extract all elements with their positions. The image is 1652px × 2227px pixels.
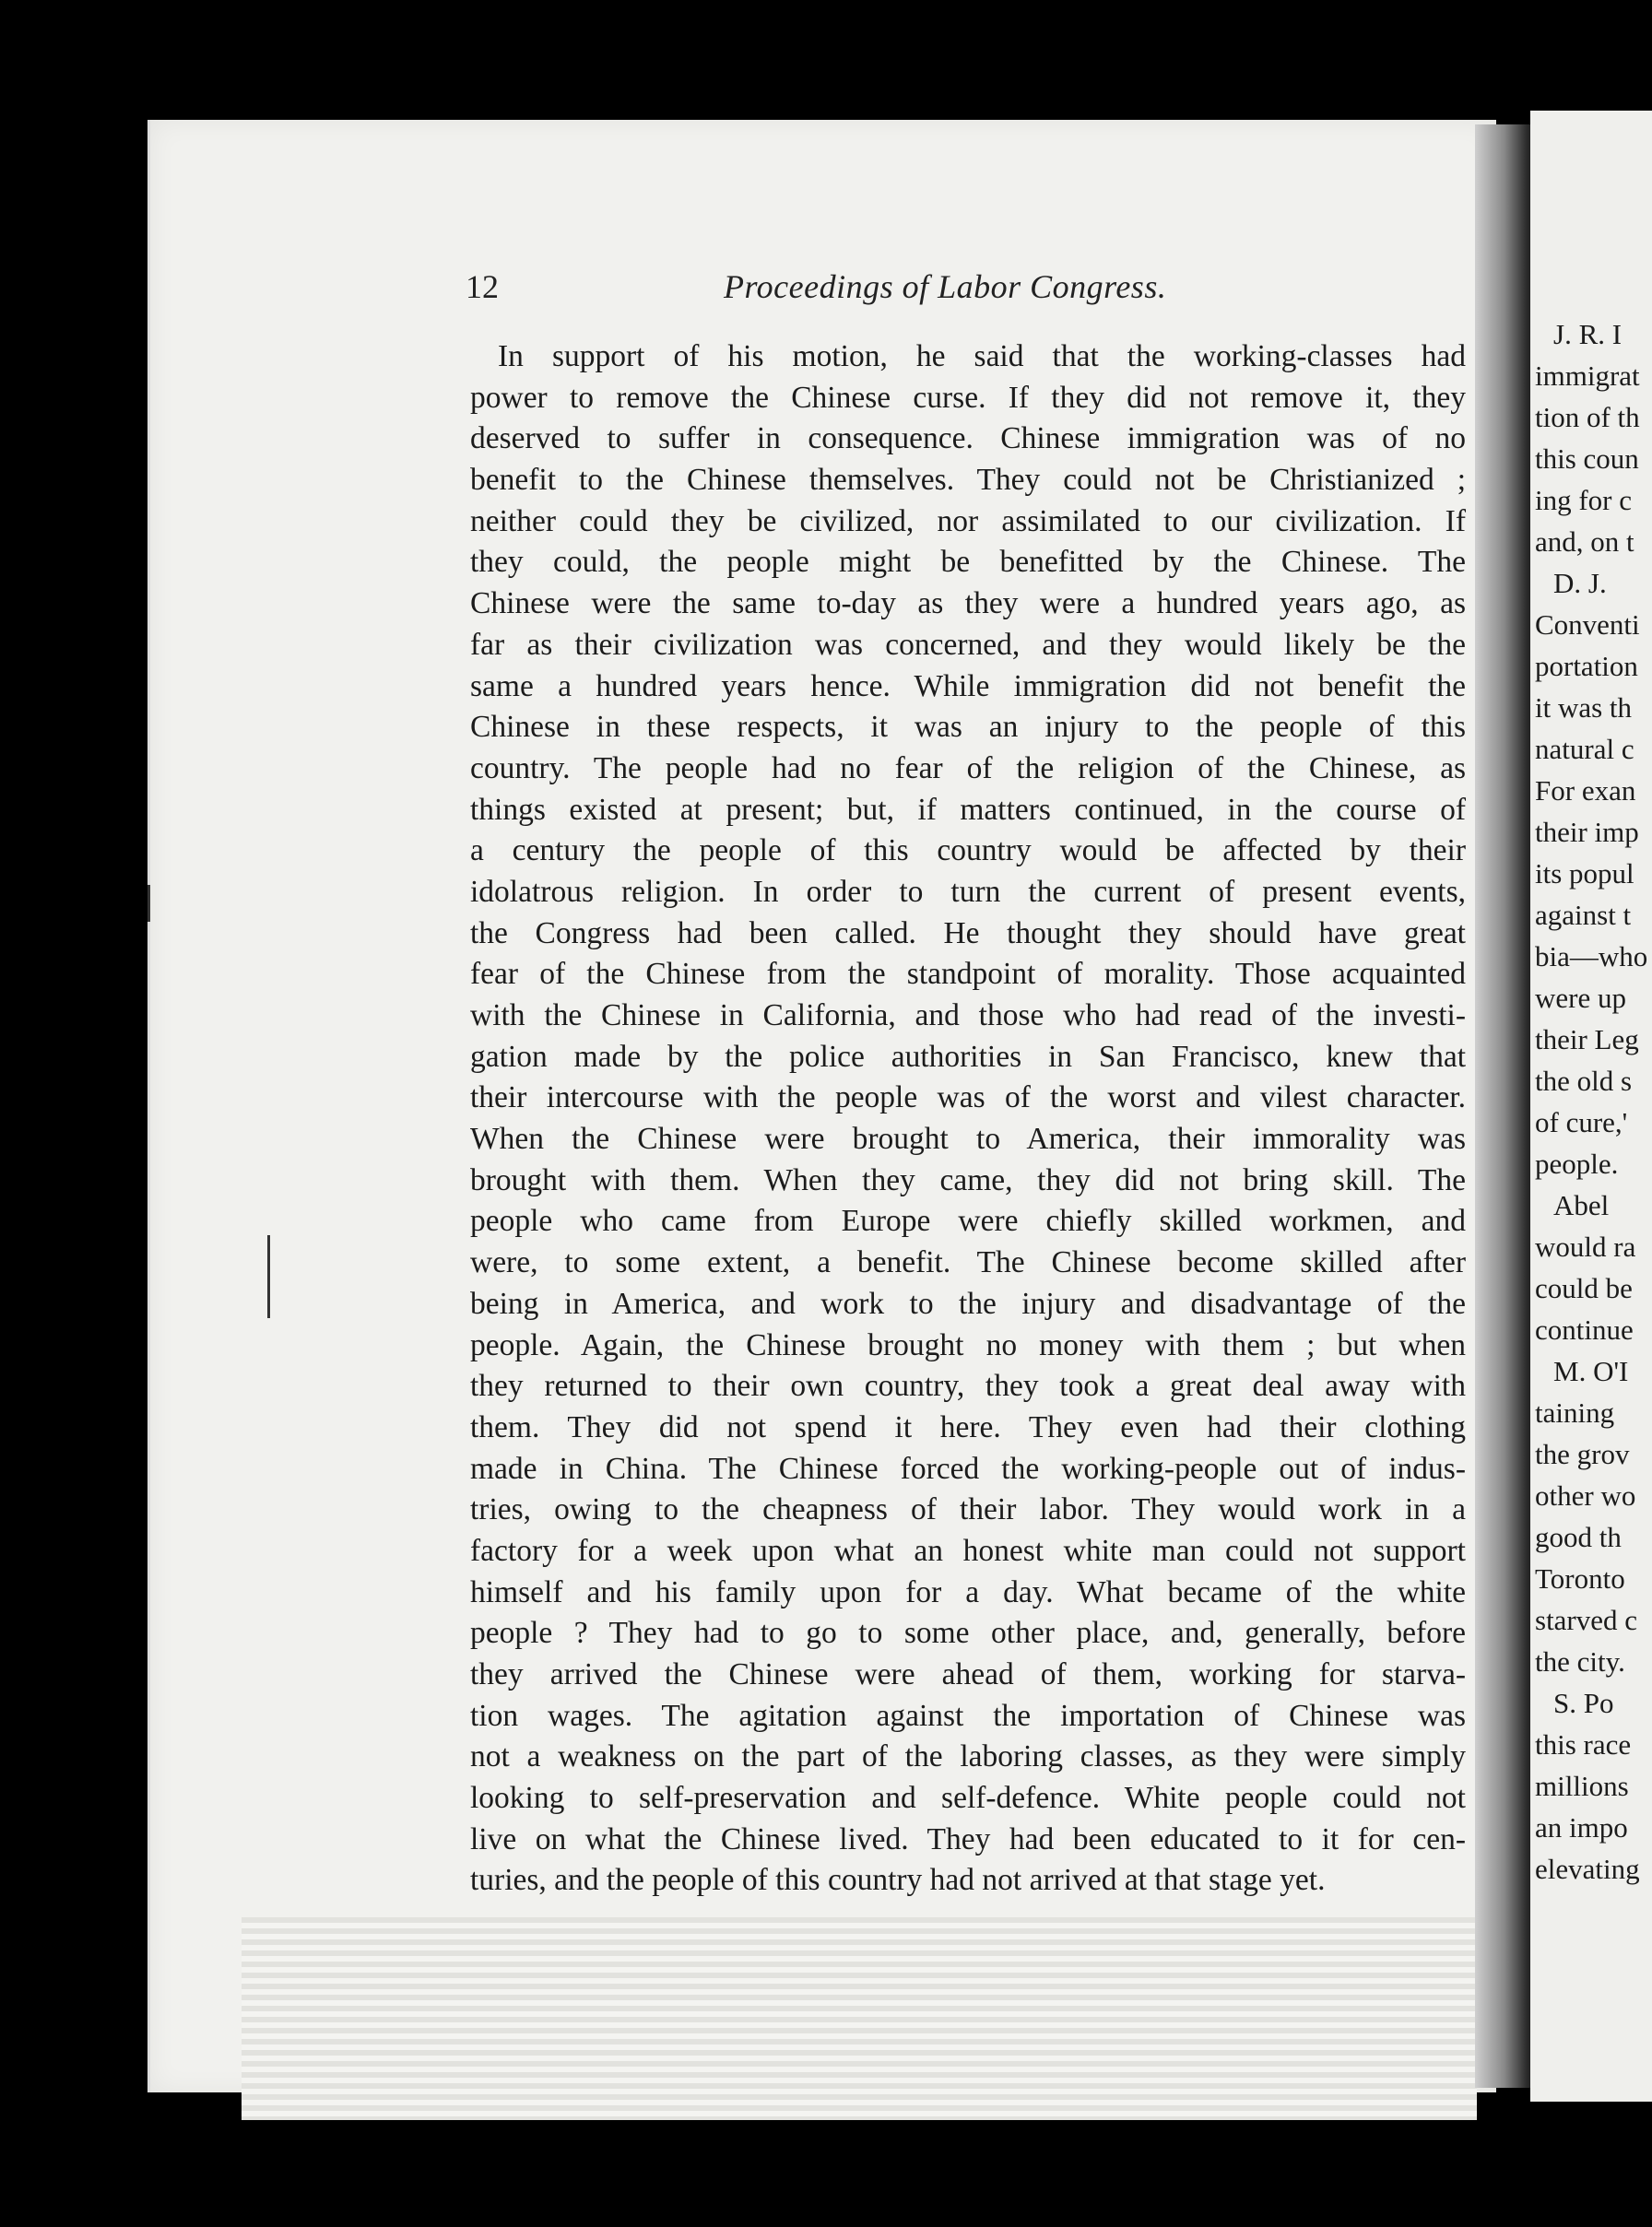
right-page-line: the old s [1535,1065,1633,1097]
text-line: same a hundred years hence. While immigration did not benefit the [470,668,1466,703]
text-line: tion wages. The agitation against the importation of Chinese was [470,1698,1466,1733]
running-head: Proceedings of Labor Congress. [724,268,1167,305]
right-page-line: its popul [1535,857,1634,890]
right-page-line: bia—who [1535,940,1648,972]
text-line: people who came from Europe were chiefly skilled workmen, and [470,1204,1466,1239]
text-line: power to remove the Chinese curse. If they did not remove it, they [470,380,1466,415]
right-page-line: For exan [1535,774,1636,807]
text-line: brought with them. When they came, they did not bring skill. The [470,1162,1466,1197]
right-page-line: could be [1535,1272,1633,1304]
text-line: people ? They had to go to some other place, and, generally, before [470,1616,1466,1651]
right-page-line: natural c [1535,733,1634,765]
text-line: factory for a week upon what an honest white man could not support [470,1533,1466,1568]
text-line: the Congress had been called. He thought they should have great [470,915,1466,950]
text-line: live on what the Chinese lived. They had been educated to it for cen- [470,1821,1466,1856]
right-page-text [1535,313,1652,1890]
text-line: When the Chinese were brought to America, their immorality was [470,1122,1466,1157]
text-line: people. Again, the Chinese brought no money with them ; but when [470,1327,1466,1362]
text-line: looking to self-preservation and self-defence. White people could not [470,1781,1466,1816]
text-line: them. They did not spend it here. They even had their clothing [470,1409,1466,1444]
text-line: gation made by the police authorities in San Francisco, knew that [470,1039,1466,1074]
text-line: not a weakness on the part of the laboring classes, as they were simply [470,1739,1466,1774]
right-page-line: their imp [1535,816,1639,848]
right-page-line: the city. [1535,1645,1625,1678]
right-page-line: elevating [1535,1853,1640,1885]
right-page-line: against t [1535,899,1632,931]
text-line: neither could they be civilized, nor assimilated to our civilization. If [470,503,1466,538]
right-page-line: millions [1535,1770,1629,1802]
text-line: benefit to the Chinese themselves. They could not be Christianized ; [470,463,1466,498]
right-page-line: this coun [1535,442,1639,475]
text-line: tries, owing to the cheapness of their labor. They would work in a [470,1492,1466,1527]
right-page-line: J. R. I [1553,318,1622,350]
text-line: deserved to suffer in consequence. Chinese immigration was of no [470,421,1466,456]
right-page-line: D. J. [1553,567,1607,599]
right-page-line: other wo [1535,1479,1636,1512]
page-number: 12 [466,268,499,305]
right-page-line: portation [1535,650,1638,682]
body-text [470,336,1466,1902]
text-line: idolatrous religion. In order to turn the current of present events, [470,874,1466,909]
text-line: himself and his family upon for a day. What became of the white [470,1574,1466,1609]
right-page-line: the grov [1535,1438,1630,1470]
right-page-line: tion of th [1535,401,1640,433]
right-page-line: ing for c [1535,484,1633,516]
text-line: turies, and the people of this country had not arrived at that stage yet. [470,1863,1326,1898]
text-line: they returned to their own country, they took a great deal away with [470,1369,1466,1404]
right-page-line: S. Po [1553,1687,1614,1719]
text-line: Chinese were the same to-day as they were a hundred years ago, as [470,586,1466,621]
right-page-line: M. O'I [1553,1355,1629,1387]
text-line: things existed at present; but, if matters continued, in the course of [470,792,1466,827]
text-line: far as their civilization was concerned, and they would likely be the [470,627,1466,662]
text-line: were, to some extent, a benefit. The Chinese become skilled after [470,1245,1466,1280]
right-page-line: were up [1535,982,1626,1014]
right-page-line: and, on t [1535,525,1634,558]
page-edges [242,1917,1477,2120]
text-line: with the Chinese in California, and those who had read of the investi- [470,998,1466,1032]
right-page-line: of cure,' [1535,1106,1628,1138]
right-page-line: it was th [1535,691,1633,724]
right-page-line: would ra [1535,1231,1636,1263]
right-page-line: their Leg [1535,1023,1639,1055]
text-line: country. The people had no fear of the religion of the Chinese, as [470,750,1466,785]
text-line: made in China. The Chinese forced the working-people out of indus- [470,1451,1466,1486]
text-line: they could, the people might be benefitted by the Chinese. The [470,545,1466,580]
text-line: being in America, and work to the injury and disadvantage of the [470,1286,1466,1321]
margin-mark [267,1235,270,1318]
right-page-line: people. [1535,1148,1619,1180]
text-line: their intercourse with the people was of the worst and vilest character. [470,1080,1466,1115]
right-page-line: Conventi [1535,608,1640,641]
text-line: a century the people of this country would be affected by their [470,833,1466,868]
margin-mark [148,885,150,922]
right-page-line: Abel [1553,1189,1610,1221]
right-page-line: immigrat [1535,359,1640,392]
text-line: In support of his motion, he said that the working-classes had [498,339,1466,373]
right-page-line: an impo [1535,1811,1628,1844]
right-page-line: Toronto [1535,1562,1625,1595]
page-header [466,267,1470,317]
right-page-line: good th [1535,1521,1622,1553]
right-page-line: this race [1535,1728,1632,1761]
text-line: Chinese in these respects, it was an injury to the people of this [470,710,1466,745]
right-page-line: continue [1535,1314,1634,1346]
text-line: fear of the Chinese from the standpoint of morality. Those acquainted [470,957,1466,992]
right-page-line: taining [1535,1396,1615,1429]
text-line: they arrived the Chinese were ahead of them, working for starva- [470,1657,1466,1691]
right-page-line: starved c [1535,1604,1638,1636]
